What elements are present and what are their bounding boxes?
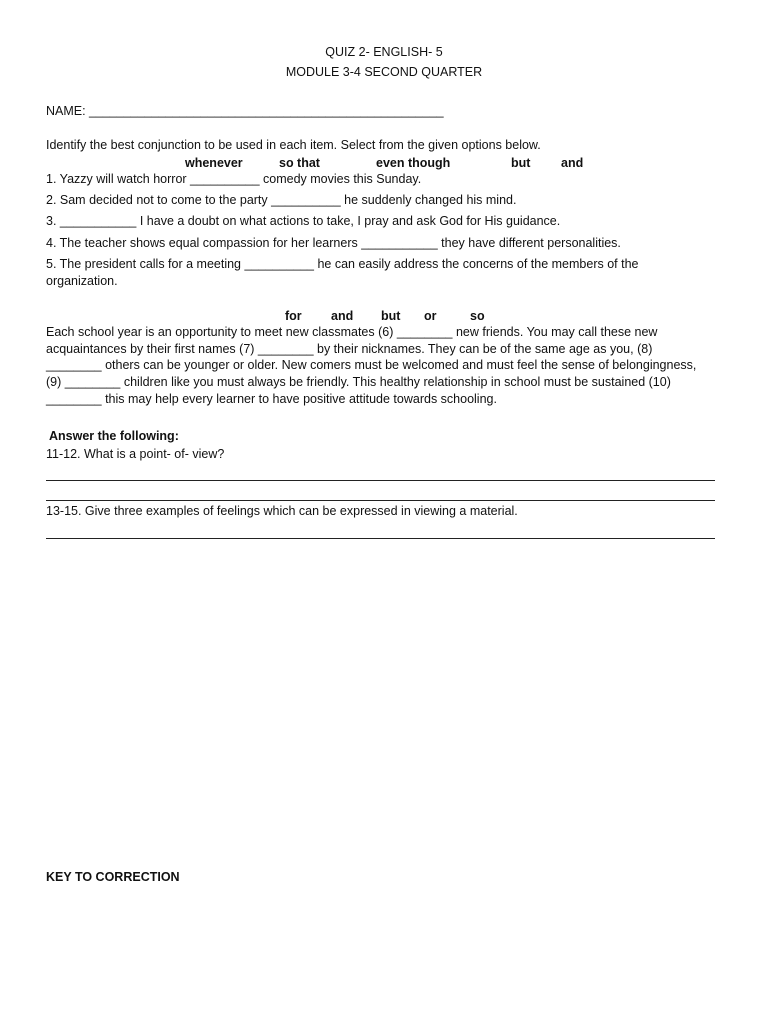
paragraph-line-5: ________ this may help every learner to have positive attitude towards schooling. [46, 392, 497, 406]
instruction-1: Identify the best conjunction to be used in each item. Select from the given options below. [46, 138, 541, 152]
option-even-though: even though [376, 156, 451, 170]
item-5: 5. The president calls for a meeting __________ he can easily address the concerns of the members of the [46, 257, 639, 271]
option-but-2: but [381, 309, 401, 323]
key-to-correction: KEY TO CORRECTION [46, 870, 180, 884]
paragraph-line-3: ________ others can be younger or older. New comers must be welcomed and must feel the sense of belongingness, [46, 358, 697, 372]
item-5-cont: organization. [46, 274, 118, 288]
option-and-2: and [331, 309, 354, 323]
options-set-2 [0, 308, 768, 324]
name-line: NAME: ___________________________________________________ [46, 104, 444, 118]
paragraph-line-4: (9) ________ children like you must always be friendly. This healthy relationship in school must be sustained (10) [46, 375, 671, 389]
answer-line-2 [46, 500, 715, 501]
options-set-1 [0, 155, 768, 171]
option-so: so [470, 309, 485, 323]
question-13-15: 13-15. Give three examples of feelings which can be expressed in viewing a material. [46, 504, 518, 518]
option-or: or [424, 309, 437, 323]
option-for: for [285, 309, 302, 323]
option-but: but [511, 156, 531, 170]
item-1: 1. Yazzy will watch horror __________ comedy movies this Sunday. [46, 172, 422, 186]
option-whenever: whenever [185, 156, 243, 170]
part3-heading: Answer the following: [49, 429, 179, 443]
answer-line-1 [46, 480, 715, 481]
answer-line-3 [46, 538, 715, 539]
quiz-title: QUIZ 2- ENGLISH- 5 [325, 45, 443, 59]
paragraph-line-1: Each school year is an opportunity to meet new classmates (6) ________ new friends. You may call these new [46, 325, 658, 339]
paragraph-line-2: acquaintances by their first names (7) ________ by their nicknames. They can be of the same age as you, (8) [46, 342, 653, 356]
item-3: 3. ___________ I have a doubt on what actions to take, I pray and ask God for His guidance. [46, 214, 561, 228]
option-so-that: so that [279, 156, 320, 170]
item-4: 4. The teacher shows equal compassion for her learners ___________ they have different personalities. [46, 236, 621, 250]
question-11-12: 11-12. What is a point- of- view? [46, 447, 225, 461]
module-subtitle: MODULE 3-4 SECOND QUARTER [285, 65, 483, 79]
item-2: 2. Sam decided not to come to the party __________ he suddenly changed his mind. [46, 193, 517, 207]
option-and: and [561, 156, 584, 170]
